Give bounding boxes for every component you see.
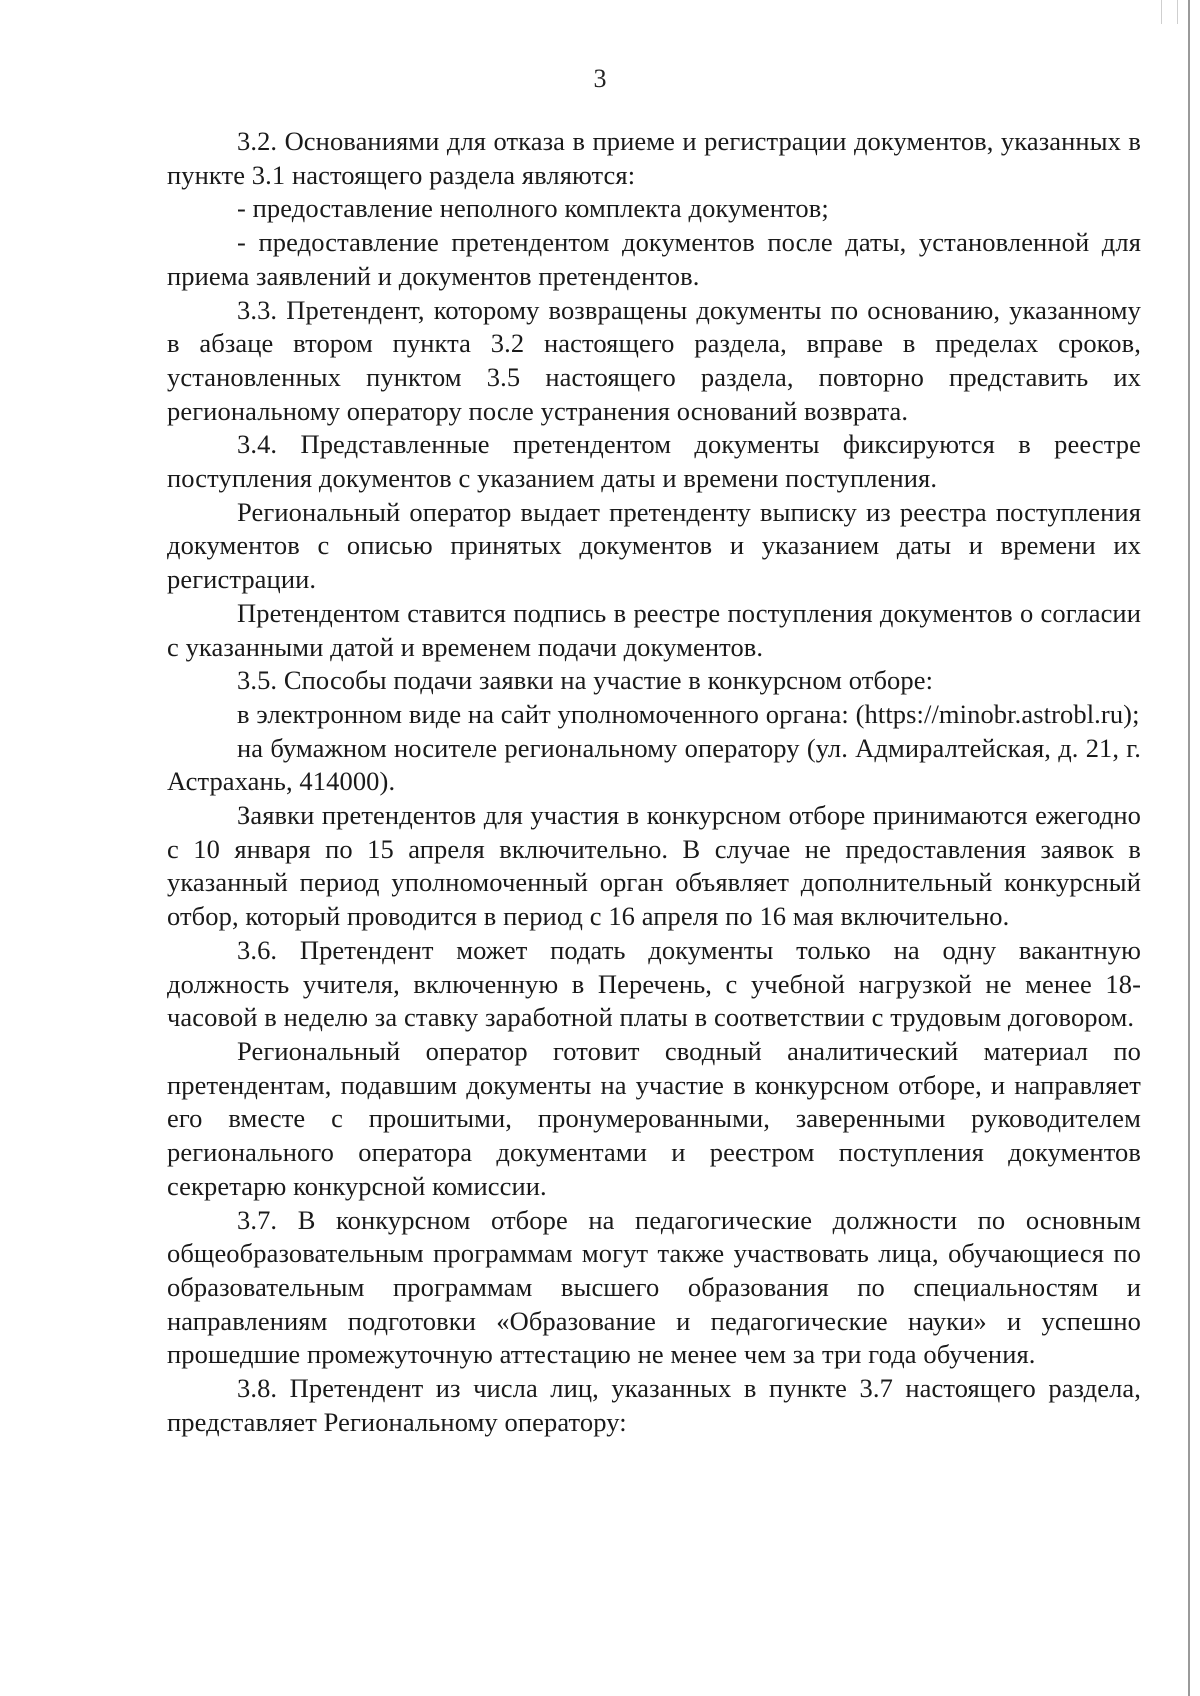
list-item-incomplete-set: - предоставление неполного комплекта документов; — [237, 193, 829, 224]
paragraph-signature: Претендентом ставится подпись в реестре поступления документов о согласии с указанными датой и временем подачи документов. — [167, 597, 1141, 662]
paragraph-3-4: 3.4. Представленные претендентом документы фиксируются в реестре поступления документов с указанием даты и времени поступления. — [167, 429, 1141, 494]
paragraph-3-5: 3.5. Способы подачи заявки на участие в конкурсном отборе: — [237, 665, 934, 696]
paragraph-3-7: 3.7. В конкурсном отборе на педагогические должности по основным общеобразовательным программам могут также участвовать лица, обучающиеся по образовательным программам высшего образования по специальностям и направлениям подготовки «Образование и педагогические науки» и успешно прошедшие промежуточную аттестацию не менее чем за три года обучения. — [167, 1204, 1141, 1370]
paragraph-3-3: 3.3. Претендент, которому возвращены документы по основанию, указанному в абзаце втором пункта 3.2 настоящего раздела, вправе в пределах сроков, установленных пунктом 3.5 настоящего раздела, повторно представить их региональному оператору после устранения оснований возврата. — [167, 294, 1141, 426]
paragraph-paper-submission: на бумажном носителе региональному оператору (ул. Адмиралтейская, д. 21, г. Астрахань, 414000). — [167, 732, 1141, 797]
list-item-late-submission: - предоставление претендентом документов после даты, установленной для приема заявлений и документов претендентов. — [167, 227, 1141, 291]
paragraph-application-period: Заявки претендентов для участия в конкурсном отборе принимаются ежегодно с 10 января по 15 апреля включительно. В случае не предоставления заявок в указанный период уполномоченный орган объявляет дополнительный конкурсный отбор, который проводится в период с 16 апреля по 16 мая включительно. — [167, 800, 1141, 932]
page-number: 3 — [593, 64, 607, 93]
document-body — [167, 125, 1141, 1439]
scan-edge-mark — [1177, 0, 1178, 24]
paragraph-electronic-submission: в электронном виде на сайт уполномоченного органа: (https://minobr.astrobl.ru); — [237, 698, 1140, 729]
paragraph-registry-extract: Региональный оператор выдает претенденту выписку из реестра поступления документов с описью принятых документов и указанием даты и времени их регистрации. — [167, 496, 1141, 595]
scan-edge-line — [1188, 0, 1190, 1696]
paragraph-3-8: 3.8. Претендент из числа лиц, указанных в пункте 3.7 настоящего раздела, представляет Региональному оператору: — [167, 1373, 1141, 1437]
paragraph-3-6: 3.6. Претендент может подать документы только на одну вакантную должность учителя, включенную в Перечень, с учебной нагрузкой не менее 18-часовой в неделю за ставку заработной платы в соответствии с трудовым договором. — [167, 934, 1141, 1033]
scan-edge-mark — [1161, 0, 1162, 24]
paragraph-3-2: 3.2. Основаниями для отказа в приеме и регистрации документов, указанных в пункте 3.1 настоящего раздела являются: — [167, 126, 1141, 190]
paragraph-analytical-material: Региональный оператор готовит сводный аналитический материал по претендентам, подавшим документы на участие в конкурсном отборе, и направляет его вместе с прошитыми, пронумерованными, заверенными руководителем регионального оператора документами и реестром поступления документов секретарю конкурсной комиссии. — [167, 1035, 1141, 1201]
